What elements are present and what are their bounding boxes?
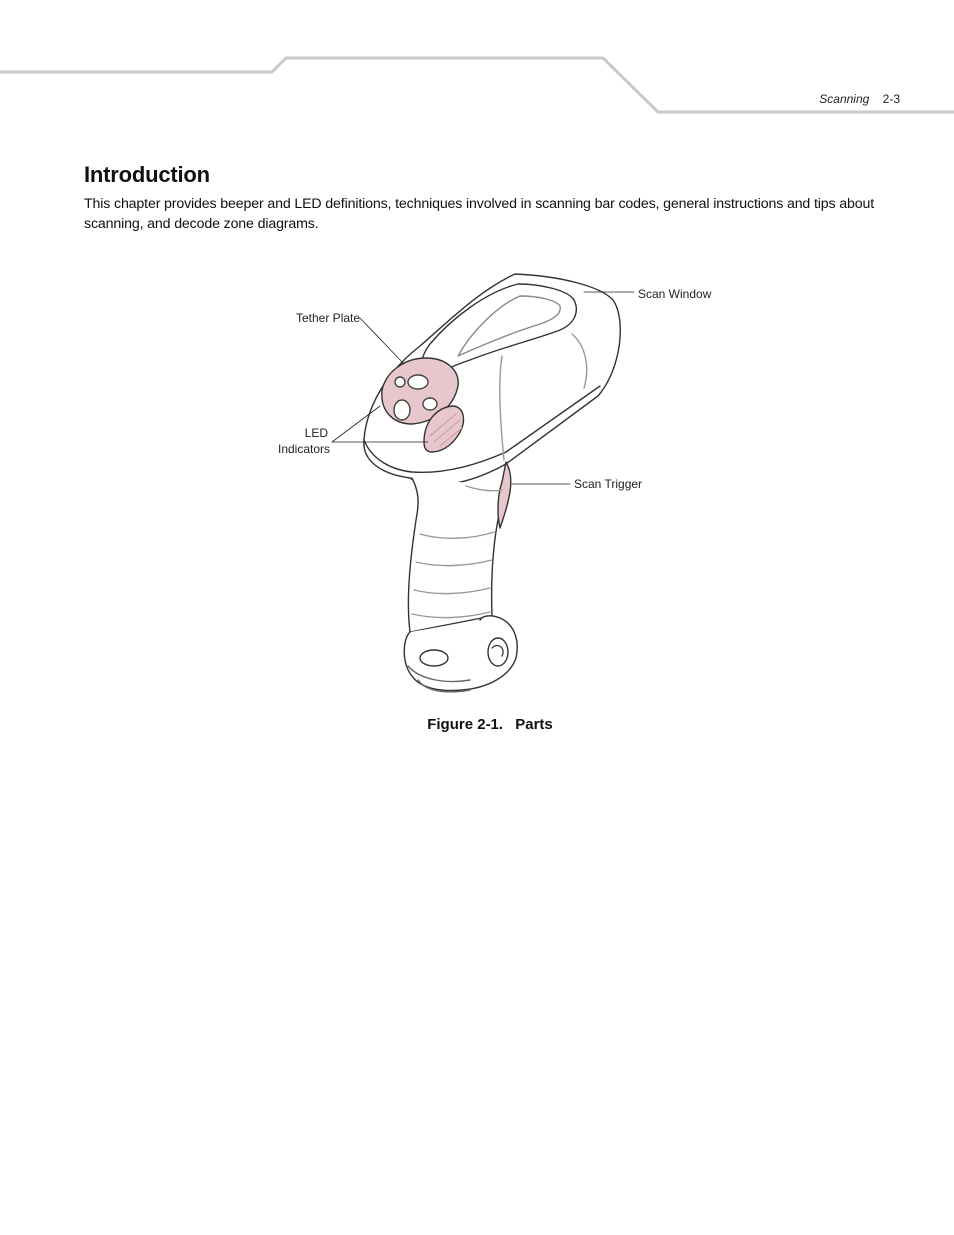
callout-led-indicators [278,425,331,457]
scan-trigger [498,462,511,528]
intro-paragraph: This chapter provides beeper and LED definitions, techniques involved in scanning bar codes, general instructions and tips about scanning, and decode zone diagrams. [84,196,874,232]
section-title: Introduction [84,162,210,187]
scanner-illustration [260,262,720,702]
figure-caption-number: Figure 2-1. [427,716,504,733]
page-number: 2-3 [882,92,900,106]
callout-scan-trigger: Scan Trigger [574,477,643,491]
tether-plate-leader [360,318,404,364]
callout-led-line2: Indicators [278,442,331,456]
header-rule [0,0,954,120]
callout-tether-plate: Tether Plate [296,311,361,325]
running-header [819,92,900,106]
figure-caption [0,716,954,733]
running-header-section: Scanning [819,92,870,106]
callout-scan-window: Scan Window [638,287,712,301]
callout-led-line1: LED [304,426,328,440]
scanner-handle [408,478,506,632]
figure-caption-title: Parts [515,716,553,733]
